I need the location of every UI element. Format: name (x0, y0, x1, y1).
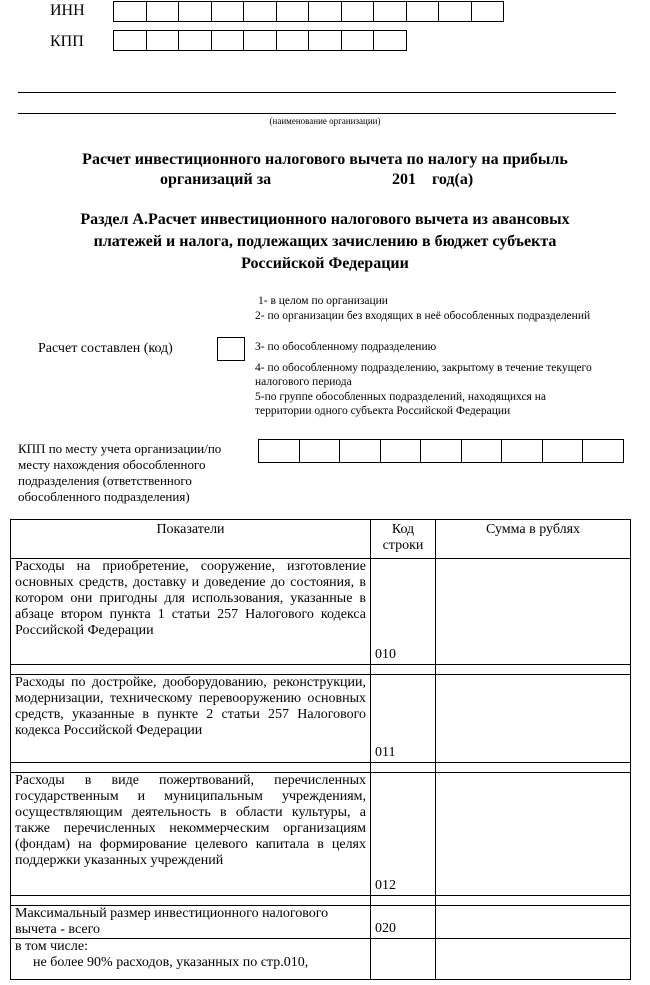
kpp-place-cells[interactable] (258, 439, 624, 463)
inn-cell[interactable] (308, 1, 342, 22)
last-row-start: не более 90% расходов, указанных по стр.010, (33, 955, 309, 970)
row-code: 020 (371, 906, 436, 939)
title-period-prefix: организаций за (160, 171, 272, 188)
table-row (11, 773, 631, 896)
deduction-table (10, 519, 631, 980)
row-sum-input[interactable] (436, 939, 631, 980)
table-header-row (11, 520, 631, 559)
row-desc: Расходы на приобретение, сооружение, изготовление основных средств, доставку и доведение до состояния, в котором они пригодны для использования, указанные в абзаце втором пункта 1 статьи 257 Налогового кодекса Российской Федерации (11, 559, 371, 665)
row-sum-input[interactable] (436, 906, 631, 939)
org-name-line-2[interactable] (18, 113, 616, 114)
kpp-place-cell[interactable] (582, 439, 624, 463)
row-desc: Расходы по достройке, дооборудованию, реконструкции, модернизации, техническому перевооружению основных средств, указанные в пункте 2 статьи 257 Налогового кодекса Российской Федерации (11, 675, 371, 763)
table-spacer (11, 665, 631, 675)
row-desc: Расходы в виде пожертвований, перечисленных государственным и муниципальным учреждениям, осуществляющим деятельность в области культуры, а также перечисленных некоммерческим организациям (фондам) на формирование целевого капитала в целях поддержки указанных учреждений (11, 773, 371, 896)
code-option-3: 3- по обособленному подразделению (255, 341, 437, 353)
form-title-line1: Расчет инвестиционного налогового вычета по налогу на прибыль (82, 151, 568, 168)
code-option-2: 2- по организации без входящих в неё обособленных подразделений (255, 310, 591, 322)
code-option-4: 4- по обособленному подразделению, закрытому в течение текущего налогового периода (255, 362, 592, 388)
inn-cell[interactable] (178, 1, 212, 22)
header-sum-rub: Сумма в рублях (436, 520, 631, 559)
inn-cell[interactable] (438, 1, 472, 22)
title-year-suffix: год(а) (432, 171, 474, 188)
kpp-cell[interactable] (178, 30, 212, 51)
section-heading-line1: Раздел А.Расчет инвестиционного налогового вычета из авансовых (80, 211, 570, 228)
kpp-place-cell[interactable] (299, 439, 341, 463)
form-title-line2 (0, 170, 650, 190)
table-row (11, 559, 631, 665)
kpp-cell[interactable] (276, 30, 310, 51)
kpp-place-cell[interactable] (380, 439, 422, 463)
row-sum-input[interactable] (436, 675, 631, 763)
inn-cell[interactable] (471, 1, 505, 22)
inn-cell[interactable] (243, 1, 277, 22)
inn-cell[interactable] (113, 1, 147, 22)
row-desc: Максимальный размер инвестиционного налогового вычета - всего (11, 906, 371, 939)
section-heading-line3: Российской Федерации (241, 255, 409, 272)
kpp-cells[interactable] (113, 30, 407, 51)
row-desc-partial (11, 939, 371, 980)
table-row (11, 675, 631, 763)
org-name-line[interactable] (18, 92, 616, 93)
table-spacer (11, 896, 631, 906)
inn-cell[interactable] (146, 1, 180, 22)
kpp-cell[interactable] (341, 30, 375, 51)
kpp-place-label: КПП по месту учета организации/по месту нахождения обособленного подразделения (ответственного обособленного подразделения) (18, 441, 222, 504)
row-code: 011 (371, 675, 436, 763)
kpp-cell[interactable] (243, 30, 277, 51)
inn-cells[interactable] (113, 1, 504, 22)
kpp-place-cell[interactable] (258, 439, 300, 463)
row-sum-input[interactable] (436, 773, 631, 896)
row-code: 010 (371, 559, 436, 665)
kpp-place-cell[interactable] (339, 439, 381, 463)
kpp-place-cell[interactable] (501, 439, 543, 463)
calc-code-input[interactable] (217, 337, 245, 361)
inn-label: ИНН (50, 2, 85, 19)
code-option-1: 1- в целом по организации (258, 295, 388, 307)
kpp-place-cell[interactable] (542, 439, 584, 463)
section-heading (20, 209, 630, 275)
inn-cell[interactable] (211, 1, 245, 22)
kpp-place-cell[interactable] (420, 439, 462, 463)
inn-cell[interactable] (373, 1, 407, 22)
kpp-place-cell[interactable] (461, 439, 503, 463)
kpp-cell[interactable] (113, 30, 147, 51)
code-option-5: 5-по группе обособленных подразделений, находящихся на территории одного субъекта Российской Федерации (255, 391, 546, 417)
table-spacer (11, 763, 631, 773)
in-that-number: в том числе: (15, 939, 88, 954)
section-heading-line2: платежей и налога, подлежащих зачислению в бюджет субъекта (93, 233, 557, 250)
table-row (11, 939, 631, 980)
kpp-cell[interactable] (308, 30, 342, 51)
kpp-cell[interactable] (373, 30, 407, 51)
org-name-caption: (наименование организации) (269, 116, 381, 126)
inn-cell[interactable] (276, 1, 310, 22)
kpp-cell[interactable] (211, 30, 245, 51)
kpp-label: КПП (50, 33, 84, 50)
row-sum-input[interactable] (436, 559, 631, 665)
header-indicators: Показатели (11, 520, 371, 559)
row-code (371, 939, 436, 980)
kpp-cell[interactable] (146, 30, 180, 51)
form-title (0, 150, 650, 190)
table-row (11, 906, 631, 939)
header-line-code: Код строки (371, 520, 436, 559)
inn-cell[interactable] (341, 1, 375, 22)
inn-cell[interactable] (406, 1, 440, 22)
row-code: 012 (371, 773, 436, 896)
title-year: 201 (392, 171, 416, 188)
calc-code-label: Расчет составлен (код) (38, 341, 173, 356)
